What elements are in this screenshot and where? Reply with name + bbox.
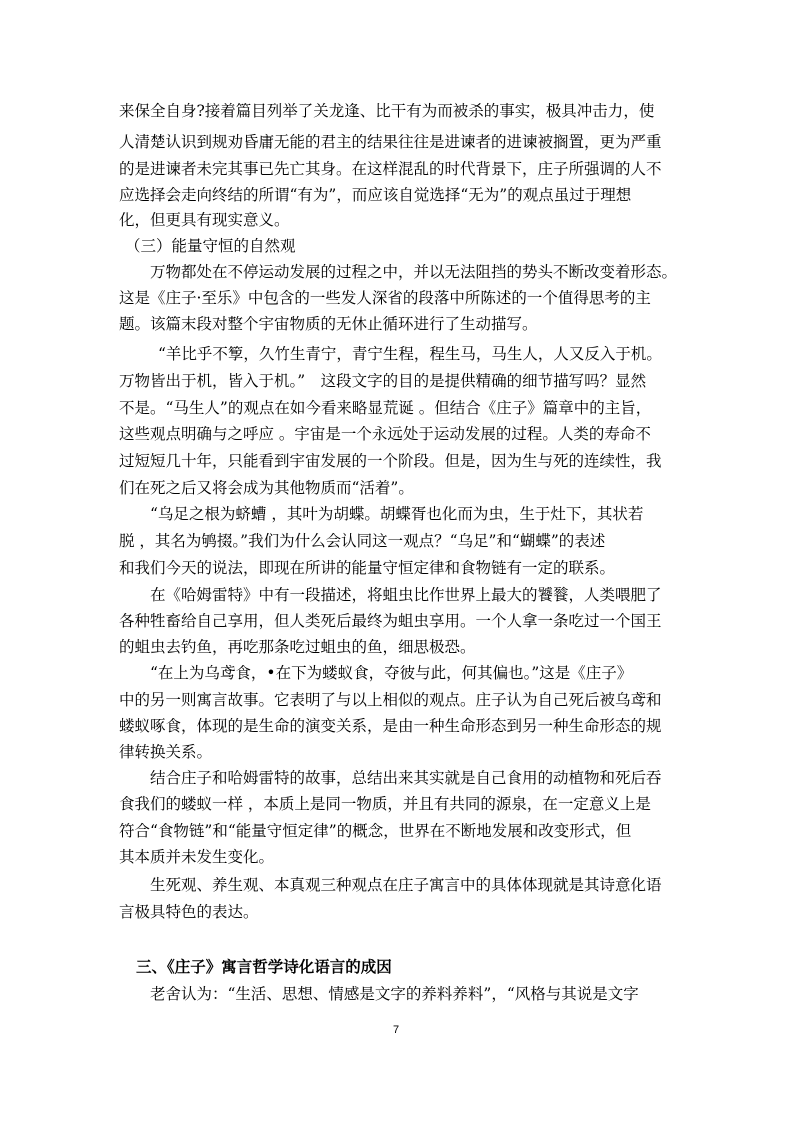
- text-line: 这些观点明确与之呼应 。宇宙是一个永远处于运动发展的过程。人类的寿命不: [119, 425, 651, 443]
- text-line: 过短短几十年，只能看到宇宙发展的一个阶段。但是，因为生与死的连续性，我: [119, 452, 662, 470]
- text-line: 食我们的蝼蚁一样 ，本质上是同一物质，并且有共同的源泉，在一定意义上是: [119, 795, 651, 813]
- text-line: 生死观、养生观、本真观三种观点在庄子寓言中的具体体现就是其诗意化语: [150, 876, 662, 894]
- text-line: 人清楚认识到规劝昏庸无能的君主的结果往往是进谏者的进谏被搁置，更为严重: [119, 133, 662, 151]
- text-line: 万物皆出于机，皆入于机。” 这段文字的目的是提供精确的细节描写吗？显然: [119, 372, 647, 390]
- text-line: 题。该篇末段对整个宇宙物质的无休止循环进行了生动描写。: [119, 315, 538, 333]
- quote-line: “乌足之根为蛴螬 ，其叶为胡蝶。胡蝶胥也化而为虫，生于灶下，其状若: [150, 505, 644, 523]
- text-line: 脱 ，其名为鸲掇。”我们为什么会认同这一观点？“乌足”和“蝴蝶”的表述: [119, 532, 606, 550]
- text-line: 老舍认为：“生活、思想、情感是文字的养料养料”，“风格与其说是文字: [150, 985, 639, 1003]
- section-subheading: （三）能量守恒的自然观: [125, 237, 296, 255]
- quote-line: “在上为乌鸢食，•在下为蝼蚁食，夺彼与此，何其偏也。”这是《庄子》: [150, 664, 633, 682]
- text-line: 中的另一则寓言故事。它表明了与以上相似的观点。庄子认为自己死后被乌鸢和: [119, 691, 662, 709]
- text-line: 结合庄子和哈姆雷特的故事，总结出来其实就是自己食用的动植物和死后吞: [150, 769, 662, 787]
- text-line: 言极具特色的表达。: [119, 903, 259, 921]
- text-line: 和我们今天的说法，即现在所讲的能量守恒定律和食物链有一定的联系。: [119, 559, 616, 577]
- text-line: 律转换关系。: [119, 743, 213, 761]
- page-number: 7: [392, 1024, 400, 1036]
- text-line: 的蛆虫去钓鱼，再吃那条吃过蛆虫的鱼，细思极恐。: [119, 638, 476, 656]
- text-line: 应选择会走向终结的所谓“有为”，而应该自觉选择“无为”的观点虽过于理想: [119, 186, 632, 204]
- text-line: 各种牲畜给自己享用，但人类死后最终为蛆虫享用。一个人拿一条吃过一个国王: [119, 612, 662, 630]
- quote-line: “羊比乎不箰，久竹生青宁，青宁生程，程生马，马生人，人又反入于机。: [158, 345, 662, 363]
- text-line: 这是《庄子·至乐》中包含的一些发人深省的段落中所陈述的一个值得思考的主: [119, 289, 651, 307]
- text-line: 不是。“马生人”的观点在如今看来略显荒诞 。但结合《庄子》篇章中的主旨，: [119, 399, 652, 417]
- text-line: 蝼蚁啄食，体现的是生命的演变关系，是由一种生命形态到另一种生命形态的规: [119, 717, 662, 735]
- text-line: 万物都处在不停运动发展的过程之中，并以无法阻挡的势头不断改变着形态。: [150, 263, 678, 281]
- section-heading: 三、《庄子》寓言哲学诗化语言的成因: [136, 958, 392, 976]
- text-line: 符合“食物链”和“能量守恒定律”的概念，世界在不断地发展和改变形式，但: [119, 822, 632, 840]
- text-line: 其本质并未发生变化。: [119, 848, 275, 866]
- text-line: 来保全自身?接着篇目列举了关龙逢、比干有为而被杀的事实，极具冲击力，使: [119, 102, 655, 120]
- text-line: 在《哈姆雷特》中有一段描述，将蛆虫比作世界上最大的饕餮，人类喂肥了: [150, 586, 662, 604]
- text-line: 化，但更具有现实意义。: [119, 211, 290, 229]
- text-line: 的是进谏者未完其事已先亡其身。在这样混乱的时代背景下，庄子所强调的人不: [119, 160, 662, 178]
- text-line: 们在死之后又将会成为其他物质而“活着”。: [119, 479, 414, 497]
